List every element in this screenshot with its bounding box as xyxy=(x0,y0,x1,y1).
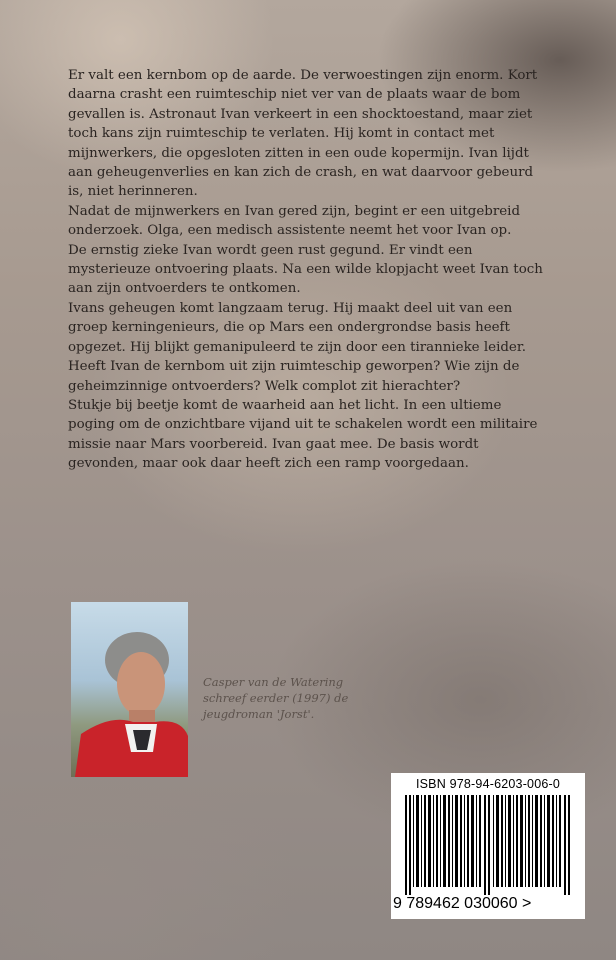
barcode-digits: 9 789462 030060 > xyxy=(393,895,532,912)
back-cover-blurb xyxy=(68,66,548,474)
barcode-icon xyxy=(405,795,573,895)
barcode-box xyxy=(391,773,585,919)
author-bio: Casper van de Watering schreef eerder (1997) de jeugdroman 'Jorst'. xyxy=(203,675,349,721)
isbn-label: ISBN 978-94-6203-006-0 xyxy=(415,777,561,791)
blurb-paragraph-1: Er valt een kernbom op de aarde. De verwoestingen zijn enorm. Kort daarna crasht een ruimteschip niet ver van de plaats waar de bom gevallen is. Astronaut Ivan verkeert in een shocktoestand, maar ziet toch kans zijn ruimteschip te verlaten. Hij komt in contact met mijnwerkers, die opgesloten zitten in een oude kopermijn. Ivan lijdt aan geheugenverlies en kan zich de crash, en wat daarvoor gebeurd is, niet herinneren. xyxy=(68,68,538,200)
blurb-paragraph-5: Heeft Ivan de kernbom uit zijn ruimteschip geworpen? Wie zijn de geheimzinnige ontvoerders? Welk complot zit hierachter? xyxy=(68,359,520,394)
author-photo xyxy=(71,602,188,777)
blurb-paragraph-2: Nadat de mijnwerkers en Ivan gered zijn, begint er een uitgebreid onderzoek. Olga, een medisch assistente neemt het voor Ivan op. xyxy=(68,203,521,239)
blurb-paragraph-3: De ernstig zieke Ivan wordt geen rust gegund. Er vindt een mysterieuze ontvoering plaats. Na een wilde klopjacht weet Ivan toch aan zijn ontvoerders te ontkomen. xyxy=(68,242,543,297)
blurb-paragraph-4: Ivans geheugen komt langzaam terug. Hij maakt deel uit van een groep kerningenieurs, die op Mars een ondergrondse basis heeft opgezet. Hij blijkt gemanipuleerd te zijn door een tirannieke leider. xyxy=(68,300,527,355)
blurb-paragraph-6: Stukje bij beetje komt de waarheid aan het licht. In een ultieme poging om de onzichtbare vijand uit te schakelen wordt een militaire missie naar Mars voorbereid. Ivan gaat mee. De basis wordt gevonden, maar ook daar heeft zich een ramp voorgedaan. xyxy=(68,397,538,472)
